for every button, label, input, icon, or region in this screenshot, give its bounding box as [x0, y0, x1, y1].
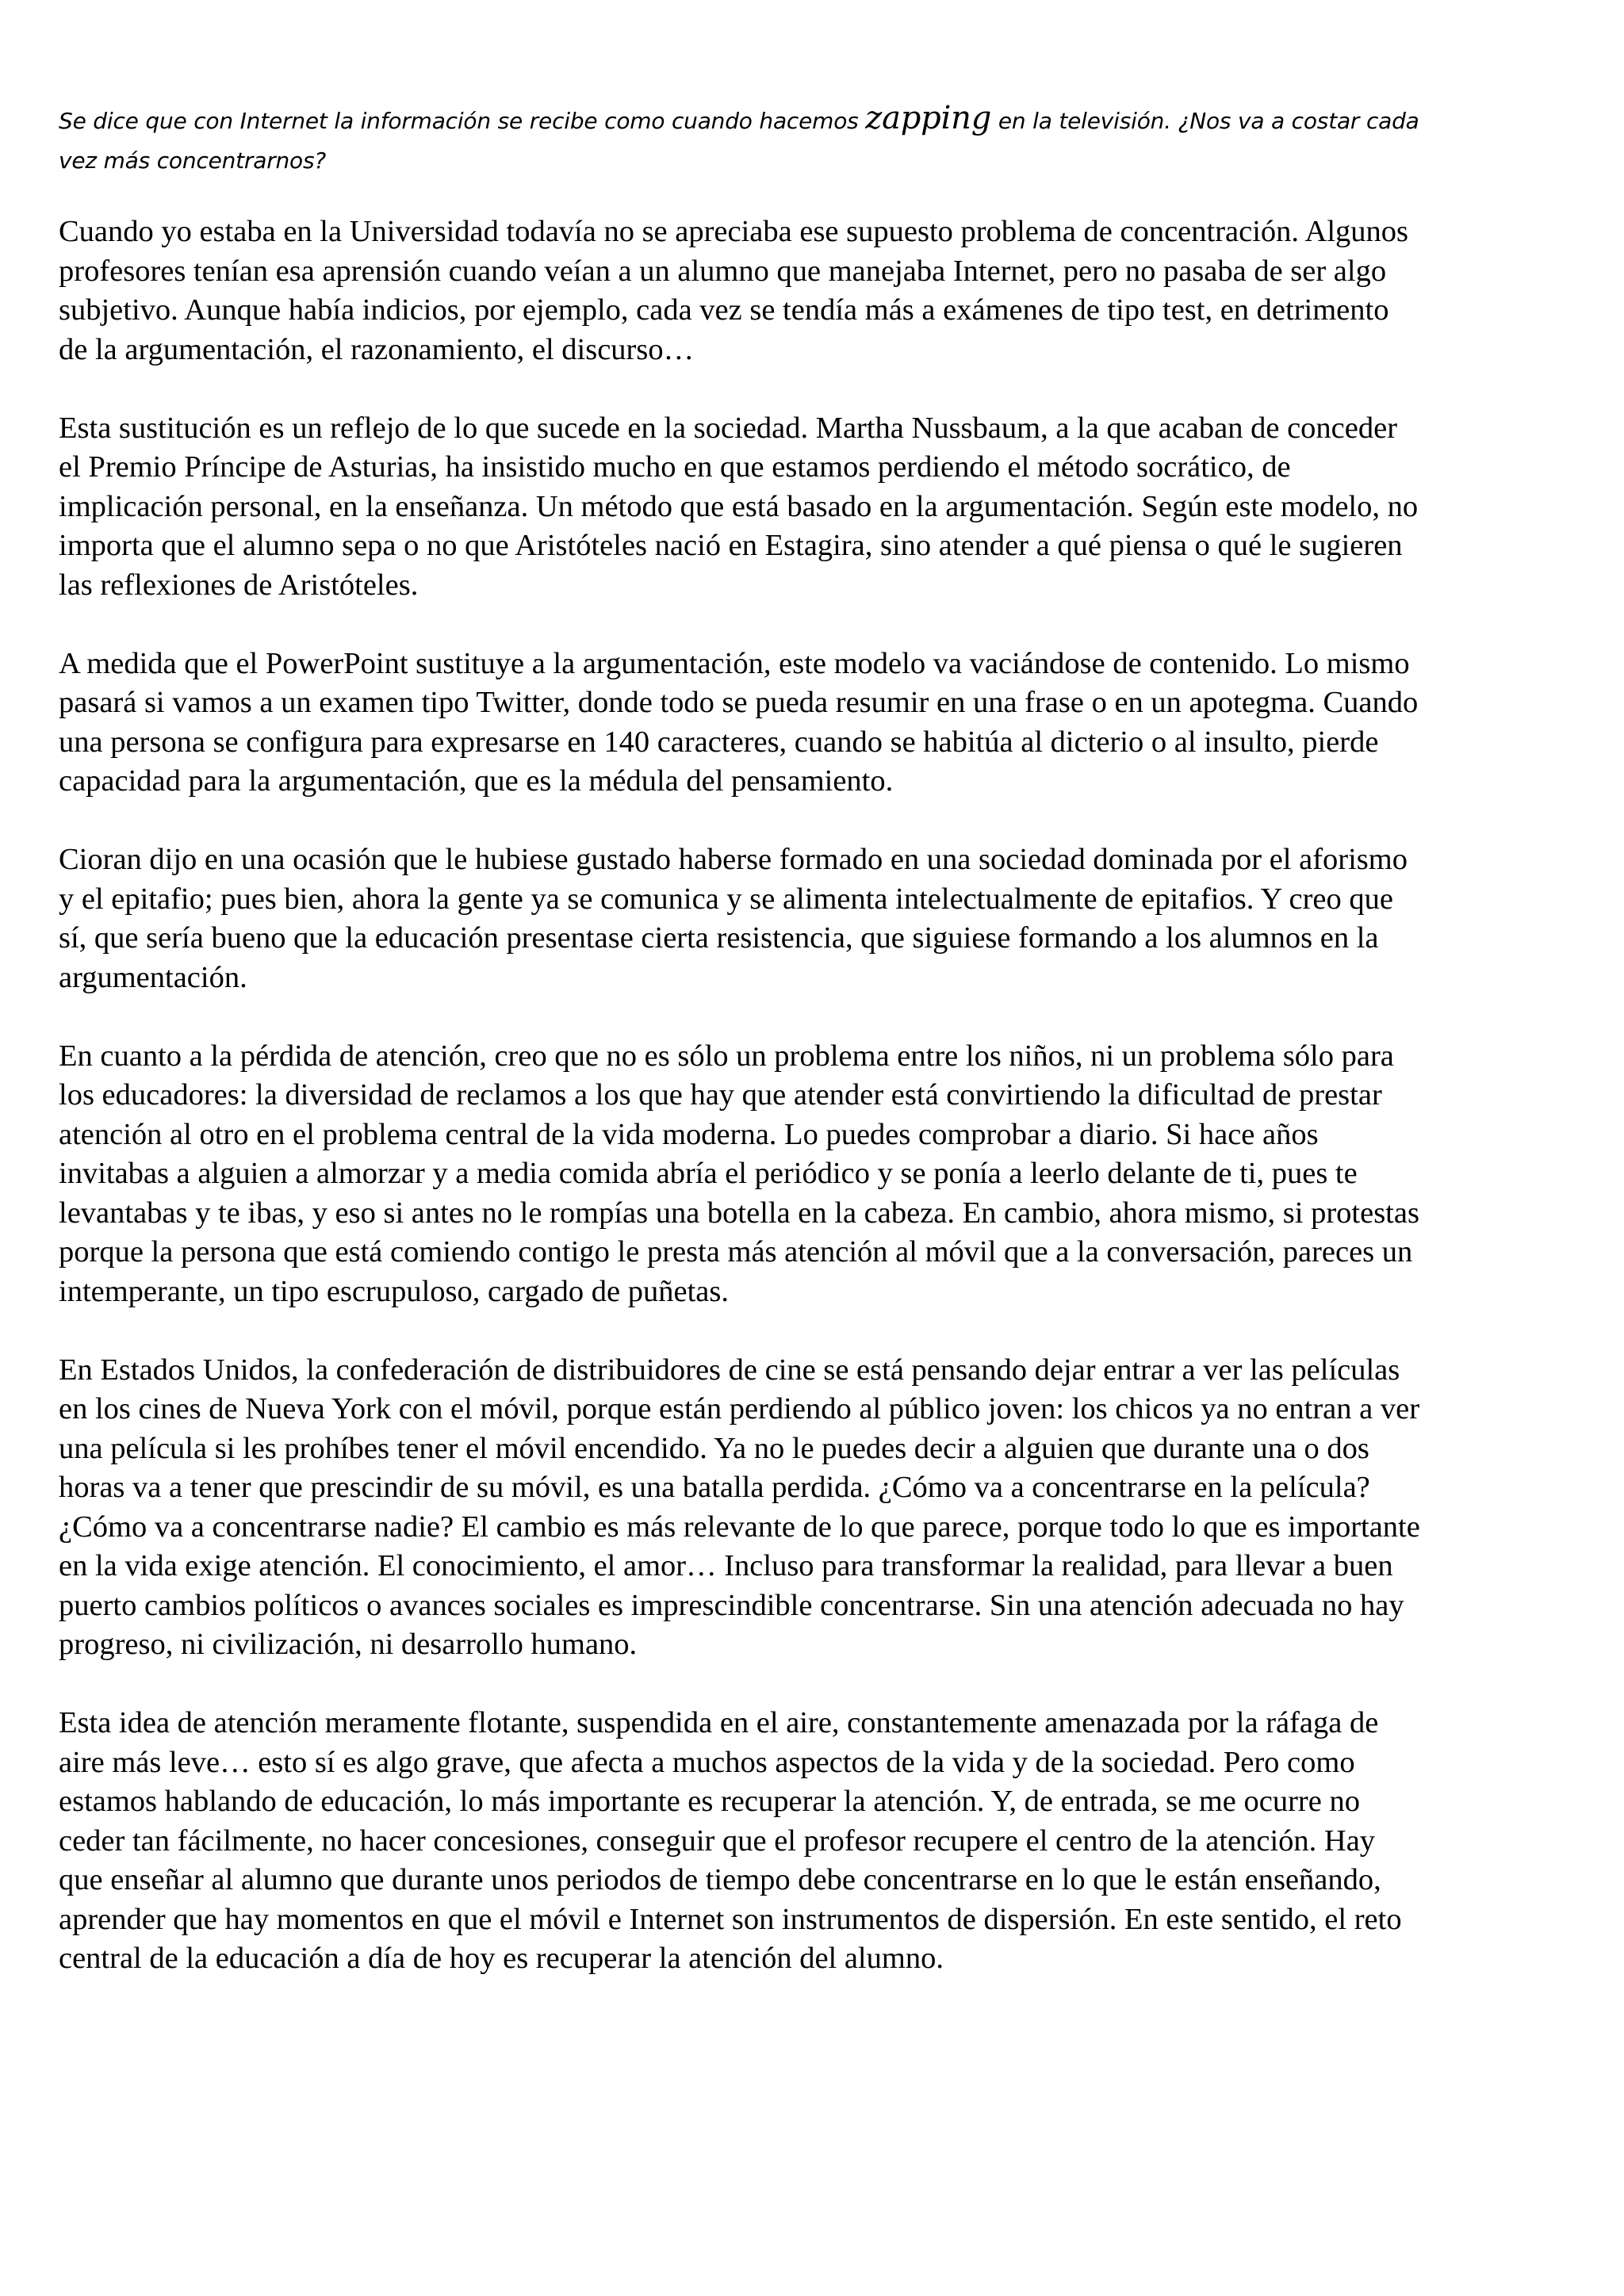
- interview-question: [59, 98, 1423, 181]
- answer-paragraph-1: Cuando yo estaba en la Universidad todavía no se apreciaba ese supuesto problema de concentración. Algunos profesores tenían esa aprensión cuando veían a un alumno que manejaba Internet, pero no pasaba de ser algo subjetivo. Aunque había indicios, por ejemplo, cada vez se tendía más a exámenes de tipo test, en detrimento de la argumentación, el razonamiento, el discurso…: [59, 215, 1409, 366]
- answer-paragraph-6: En Estados Unidos, la confederación de distribuidores de cine se está pensando dejar entrar a ver las películas en los cines de Nueva York con el móvil, porque están perdiendo al público joven: los chicos ya no entran a ver una película si les prohíbes tener el móvil encendido. Ya no le puedes decir a alguien que durante una o dos horas va a tener que prescindir de su móvil, es una batalla perdida. ¿Cómo va a concentrarse en la película? ¿Cómo va a concentrarse nadie? El cambio es más relevante de lo que parece, porque todo lo que es importante en la vida exige atención. El conocimiento, el amor… Incluso para transformar la realidad, para llevar a buen puerto cambios políticos o avances sociales es imprescindible concentrarse. Sin una atención adecuada no hay progreso, ni civilización, ni desarrollo humano.: [59, 1353, 1420, 1661]
- answer-paragraph-2: Esta sustitución es un reflejo de lo que sucede en la sociedad. Martha Nussbaum, a la que acaban de conceder el Premio Príncipe de Asturias, ha insistido mucho en que estamos perdiendo el método socrático, de implicación personal, en la enseñanza. Un método que está basado en la argumentación. Según este modelo, no importa que el alumno sepa o no que Aristóteles nació en Estagira, sino atender a qué piensa o qué le sugieren las reflexiones de Aristóteles.: [59, 411, 1419, 602]
- answer-paragraph-7: Esta idea de atención meramente flotante, suspendida en el aire, constantemente amenazada por la ráfaga de aire más leve… esto sí es algo grave, que afecta a muchos aspectos de la vida y de la sociedad. Pero como estamos hablando de educación, lo más importante es recuperar la atención. Y, de entrada, se me ocurre no ceder tan fácilmente, no hacer concesiones, conseguir que el profesor recupere el centro de la atención. Hay que enseñar al alumno que durante unos periodos de tiempo debe concentrarse en lo que le están enseñando, aprender que hay momentos en que el móvil e Internet son instrumentos de dispersión. En este sentido, el reto central de la educación a día de hoy es recuperar la atención del alumno.: [59, 1706, 1402, 1975]
- question-text-end: en la televisión. ¿Nos va a costar cada vez más concentrarnos?: [59, 108, 1419, 174]
- answer-paragraph-5: En cuanto a la pérdida de atención, creo que no es sólo un problema entre los niños, ni un problema sólo para los educadores: la diversidad de reclamos a los que hay que atender está convirtiendo la dificultad de prestar atención al otro en el problema central de la vida moderna. Lo puedes comprobar a diario. Si hace años invitabas a alguien a almorzar y a media comida abría el periódico y se ponía a leerlo delante de ti, pues te levantabas y te ibas, y eso si antes no le rompías una botella en la cabeza. En cambio, ahora mismo, si protestas porque la persona que está comiendo contigo le presta más atención al móvil que a la conversación, pareces un intemperante, un tipo escrupuloso, cargado de puñetas.: [59, 1039, 1419, 1308]
- document-page: [59, 98, 1423, 2018]
- answer-paragraph-4: Cioran dijo en una ocasión que le hubiese gustado haberse formado en una sociedad dominada por el aforismo y el epitafio; pues bien, ahora la gente ya se comunica y se alimenta intelectualmente de epitafios. Y creo que sí, que sería bueno que la educación presentase cierta resistencia, que siguiese formando a los alumnos en la argumentación.: [59, 843, 1408, 994]
- question-emphasis-word: zapping: [865, 100, 992, 136]
- question-text-start: Se dice que con Internet la información se recibe como cuando hacemos: [59, 108, 866, 134]
- answer-paragraph-3: A medida que el PowerPoint sustituye a la argumentación, este modelo va vaciándose de contenido. Lo mismo pasará si vamos a un examen tipo Twitter, donde todo se pueda resumir en una frase o en un apotegma. Cuando una persona se configura para expresarse en 140 caracteres, cuando se habitúa al dicterio o al insulto, pierde capacidad para la argumentación, que es la médula del pensamiento.: [59, 646, 1419, 798]
